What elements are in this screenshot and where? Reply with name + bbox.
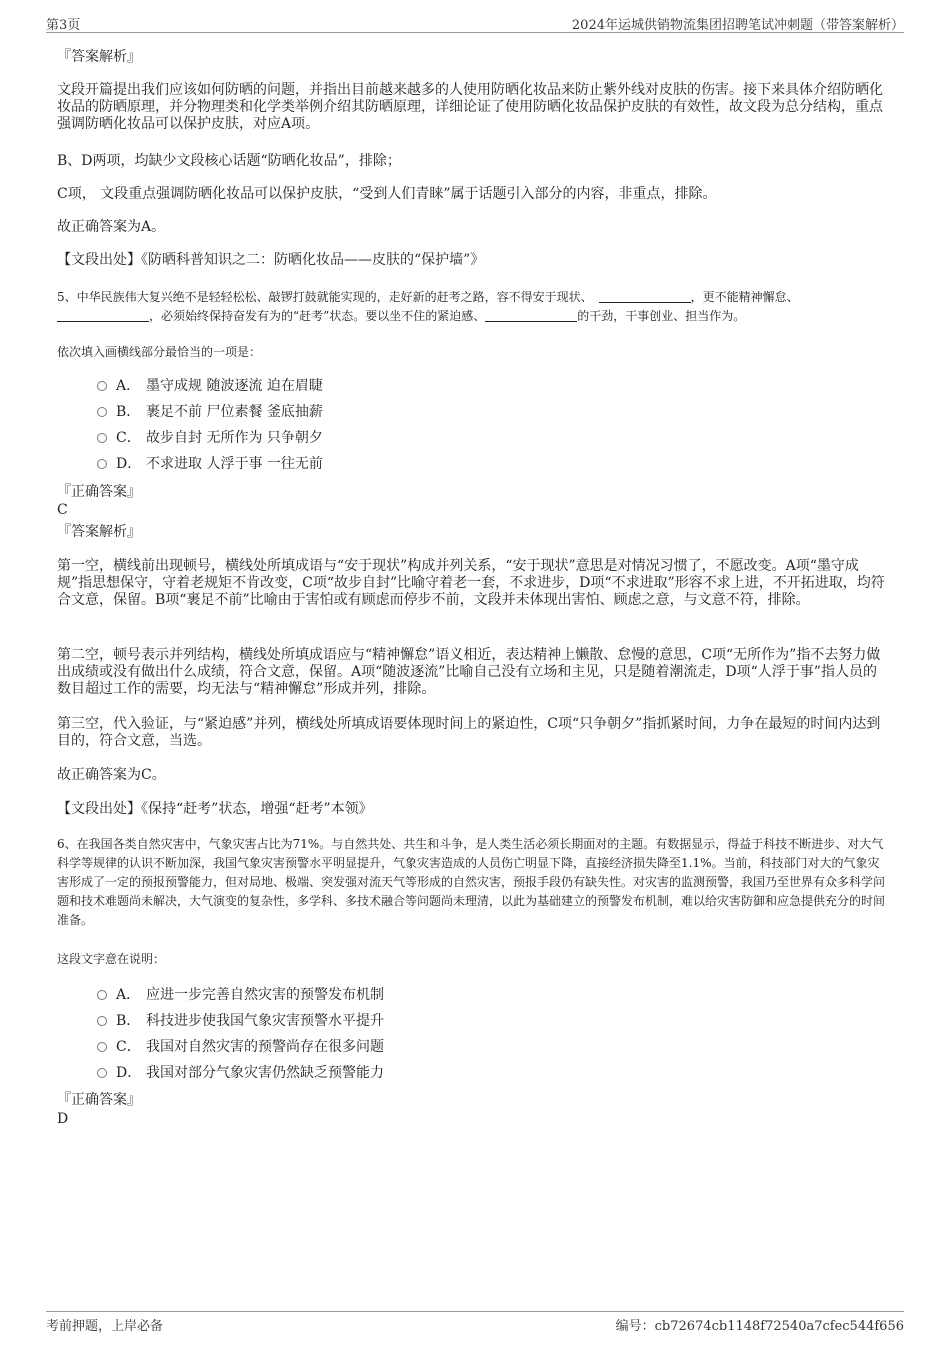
- q5-option-c[interactable]: C． 故步自封 无所作为 只争朝夕: [97, 429, 323, 447]
- q6-correct-answer: D: [57, 1111, 69, 1127]
- page-footer: [46, 1311, 904, 1334]
- q5-analysis-p3: 第三空，代入验证，与“紧迫感”并列，横线处所填成语要体现时间上的紧迫性，C项“只争朝夕”指抓紧时间，力争在最短的时间内达到目的，符合文意，当选。: [57, 716, 881, 749]
- radio-icon[interactable]: [97, 990, 107, 1000]
- q5-option-b[interactable]: B． 裹足不前 尸位素餐 釜底抽薪: [97, 403, 323, 421]
- q6-stem: 6、在我国各类自然灾害中，气象灾害占比为71%。与自然共处、共生和斗争，是人类生活必须长期面对的主题。有数据显示，得益于科技不断进步、对大气科学等规律的认识不断加深，我国气象灾害预警水平明显提升，气象灾害造成的人员伤亡明显下降，直接经济损失降至1.1%。当前，科技部门对大的气象灾害形成了一定的预报预警能力，但对局地、极端、突发强对流天气等形成的自然灾害，预报手段仍有缺失性。对灾害的监测预警，我国乃至世界有众多科学问题和技术难题尚未解决，大气演变的复杂性，多学科、多技术融合等问题尚未理清，以此为基础建立的预警发布机制，难以给灾害防御和应急提供充分的时间准备。: [57, 837, 886, 927]
- blank-2: [57, 309, 149, 322]
- q6-option-c[interactable]: C． 我国对自然灾害的预警尚存在很多问题: [97, 1038, 384, 1056]
- q6-prompt: 这段文字意在说明：: [57, 952, 166, 966]
- q5-correct-answer: C: [57, 502, 68, 518]
- radio-icon[interactable]: [97, 407, 107, 417]
- q6-correct-label: 『正确答案』: [57, 1092, 141, 1108]
- q4-analysis-text: 文段开篇提出我们应该如何防晒的问题，并指出目前越来越多的人使用防晒化妆品来防止紫外线对皮肤的伤害。接下来具体介绍防晒化妆品的防晒原理，并分物理类和化学类举例介绍其防晒原理，详细论证了使用防晒化妆品保护皮肤的有效性，故文段为总分结构，重点强调防晒化妆品可以保护皮肤，对应A项。: [57, 82, 883, 132]
- q5-source: 【文段出处】《保持“赶考”状态，增强“赶考”本领》: [57, 801, 373, 817]
- document-title: 2024年运城供销物流集团招聘笔试冲刺题（带答案解析）: [571, 18, 904, 33]
- blank-1: [599, 290, 691, 303]
- q5-analysis-p1: 第一空，横线前出现顿号，横线处所填成语与“安于现状”构成并列关系，“安于现状”意思是对情况习惯了，不愿改变。A项“墨守成规”指思想保守，守着老规矩不肯改变，C项“故步自封”比喻守着老一套，不求进步，D项“不求进取”形容不求上进，不开拓进取，均符合文意，保留。B项“裹足不前”比喻由于害怕或有顾虑而停步不前，文段并未体现出害怕、顾虑之意，与文意不符，排除。: [57, 558, 885, 608]
- q6-option-b[interactable]: B． 科技进步使我国气象灾害预警水平提升: [97, 1012, 384, 1030]
- document-id: 编号：cb72674cb1148f72540a7cfec544f656: [615, 1319, 904, 1334]
- q5-correct-label: 『正确答案』: [57, 484, 141, 500]
- blank-3: [485, 309, 577, 322]
- q4-c-note: C项， 文段重点强调防晒化妆品可以保护皮肤，“受到人们青睐”属于话题引入部分的内容，非重点，排除。: [57, 186, 717, 202]
- radio-icon[interactable]: [97, 1016, 107, 1026]
- footer-slogan: 考前押题，上岸必备: [46, 1319, 164, 1334]
- q4-bd-note: B、D两项，均缺少文段核心话题“防晒化妆品”，排除；: [57, 153, 401, 169]
- radio-icon[interactable]: [97, 381, 107, 391]
- page-header: [46, 12, 904, 33]
- q5-prompt: 依次填入画横线部分最恰当的一项是：: [57, 345, 262, 359]
- q4-analysis-label: 『答案解析』: [57, 49, 141, 65]
- q5-stem: 5、中华民族伟大复兴绝不是轻轻松松、敲锣打鼓就能实现的，走好新的赶考之路，容不得安于现状、 ，更不能精神懈怠、，必须始终保持奋发有为的“赶考”状态。要以坐不住的紧迫感、 的干劲，干事创业、担当作为。: [57, 290, 799, 323]
- q6-option-d[interactable]: D． 我国对部分气象灾害仍然缺乏预警能力: [97, 1064, 384, 1082]
- q5-answer: 故正确答案为C。: [57, 767, 166, 783]
- q4-source: 【文段出处】《防晒科普知识之二：防晒化妆品——皮肤的“保护墙”》: [57, 252, 485, 268]
- q4-answer: 故正确答案为A。: [57, 219, 166, 235]
- q6-option-a[interactable]: A． 应进一步完善自然灾害的预警发布机制: [97, 986, 384, 1004]
- radio-icon[interactable]: [97, 1042, 107, 1052]
- q5-analysis-label: 『答案解析』: [57, 524, 141, 540]
- radio-icon[interactable]: [97, 459, 107, 469]
- q5-option-d[interactable]: D． 不求进取 人浮于事 一往无前: [97, 455, 323, 473]
- q5-option-a[interactable]: A． 墨守成规 随波逐流 迫在眉睫: [97, 377, 323, 395]
- radio-icon[interactable]: [97, 433, 107, 443]
- page-number: 第3页: [46, 18, 81, 33]
- radio-icon[interactable]: [97, 1068, 107, 1078]
- q5-analysis-p2: 第二空，顿号表示并列结构，横线处所填成语应与“精神懈怠”语义相近，表达精神上懒散、怠慢的意思，C项“无所作为”指不去努力做出成绩或没有做出什么成绩，符合文意，保留。A项“随波逐流”比喻自己没有立场和主见，只是随着潮流走，D项“人浮于事”指人员的数目超过工作的需要，均无法与“精神懈怠”形成并列，排除。: [57, 647, 881, 697]
